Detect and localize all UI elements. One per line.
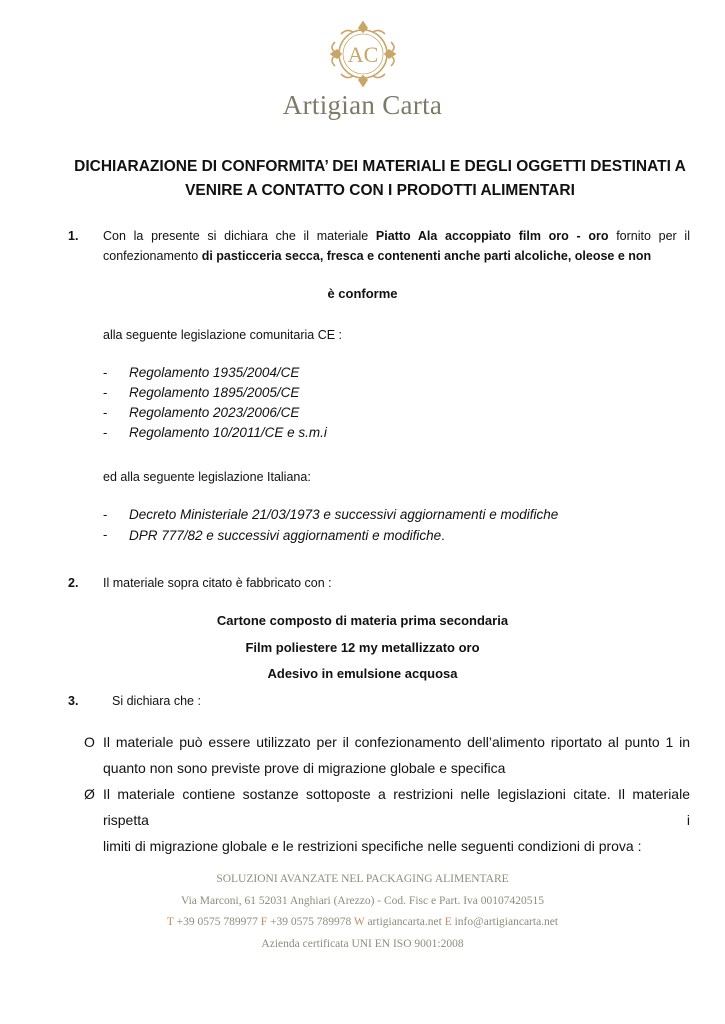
option-2-marker: Ø — [84, 786, 95, 802]
brand-name: Artigian Carta — [282, 90, 443, 120]
company-logo — [0, 18, 725, 121]
title-line-1: DICHIARAZIONE DI CONFORMITA’ DEI MATERIALI E DEGLI OGGETTI DESTINATI A — [74, 158, 686, 175]
section-3-number: 3. — [68, 694, 79, 708]
section-1-number: 1. — [68, 229, 79, 243]
section-2-number: 2. — [68, 576, 79, 590]
footer-website-link[interactable]: artigiancarta.net — [367, 916, 442, 928]
option-1-marker: O — [84, 734, 95, 750]
option-1-text: Il materiale può essere utilizzato per il confezionamento dell’alimento riportato al punto 1 in quanto non sono previste prove di migrazione globale e specifica — [103, 734, 690, 776]
material-component: Adesivo in emulsione acquosa — [267, 666, 458, 681]
footer-phone: +39 0575 789977 — [176, 916, 258, 928]
document-title — [60, 155, 700, 203]
ornament-monogram-icon — [317, 18, 409, 90]
footer-contacts: T +39 0575 789977 F +39 0575 789978 W artigiancarta.net E info@artigiancarta.net — [166, 916, 559, 928]
logo-monogram: AC — [347, 42, 378, 67]
footer-tagline: SOLUZIONI AVANZATE NEL PACKAGING ALIMENTARE — [216, 873, 509, 885]
title-line-2: VENIRE A CONTATTO CON I PRODOTTI ALIMENTARI — [185, 182, 575, 199]
footer-certification: Azienda certificata UNI EN ISO 9001:2008 — [261, 938, 464, 950]
material-component: Cartone composto di materia prima secondaria — [216, 613, 509, 628]
section-3-text: Si dichiara che : — [112, 694, 201, 708]
conformity-statement: è conforme — [327, 286, 398, 301]
material-name: Piatto Ala accoppiato film oro - oro — [375, 229, 609, 243]
footer-email-link[interactable]: info@artigiancarta.net — [454, 916, 559, 928]
eu-legislation-intro: alla seguente legislazione comunitaria CE : — [103, 328, 343, 342]
section-1-text: Con la presente si dichiara che il materiale Piatto Ala accoppiato film oro - oro fornito per il confezionamento di pasticceria secca, fresca e contenenti anche parti alcoliche, oleose e non — [103, 229, 690, 263]
footer-address: Via Marconi, 61 52031 Anghiari (Arezzo) - Cod. Fisc e Part. Iva 00107420515 — [180, 895, 545, 907]
section-2-text: Il materiale sopra citato è fabbricato con : — [103, 576, 332, 590]
it-legislation-intro: ed alla seguente legislazione Italiana: — [103, 470, 311, 484]
option-2-text: Il materiale contiene sostanze sottoposte a restrizioni nelle legislazioni citate. Il materiale rispetta i limiti di migrazione globale e le restrizioni specifiche nelle seguenti condizioni di prova : — [103, 786, 690, 854]
intended-use: di pasticceria secca, fresca e contenenti anche parti alcoliche, oleose e non — [201, 249, 652, 263]
footer-fax: +39 0575 789978 — [269, 916, 352, 928]
material-component: Film poliestere 12 my metallizzato oro — [245, 640, 480, 655]
